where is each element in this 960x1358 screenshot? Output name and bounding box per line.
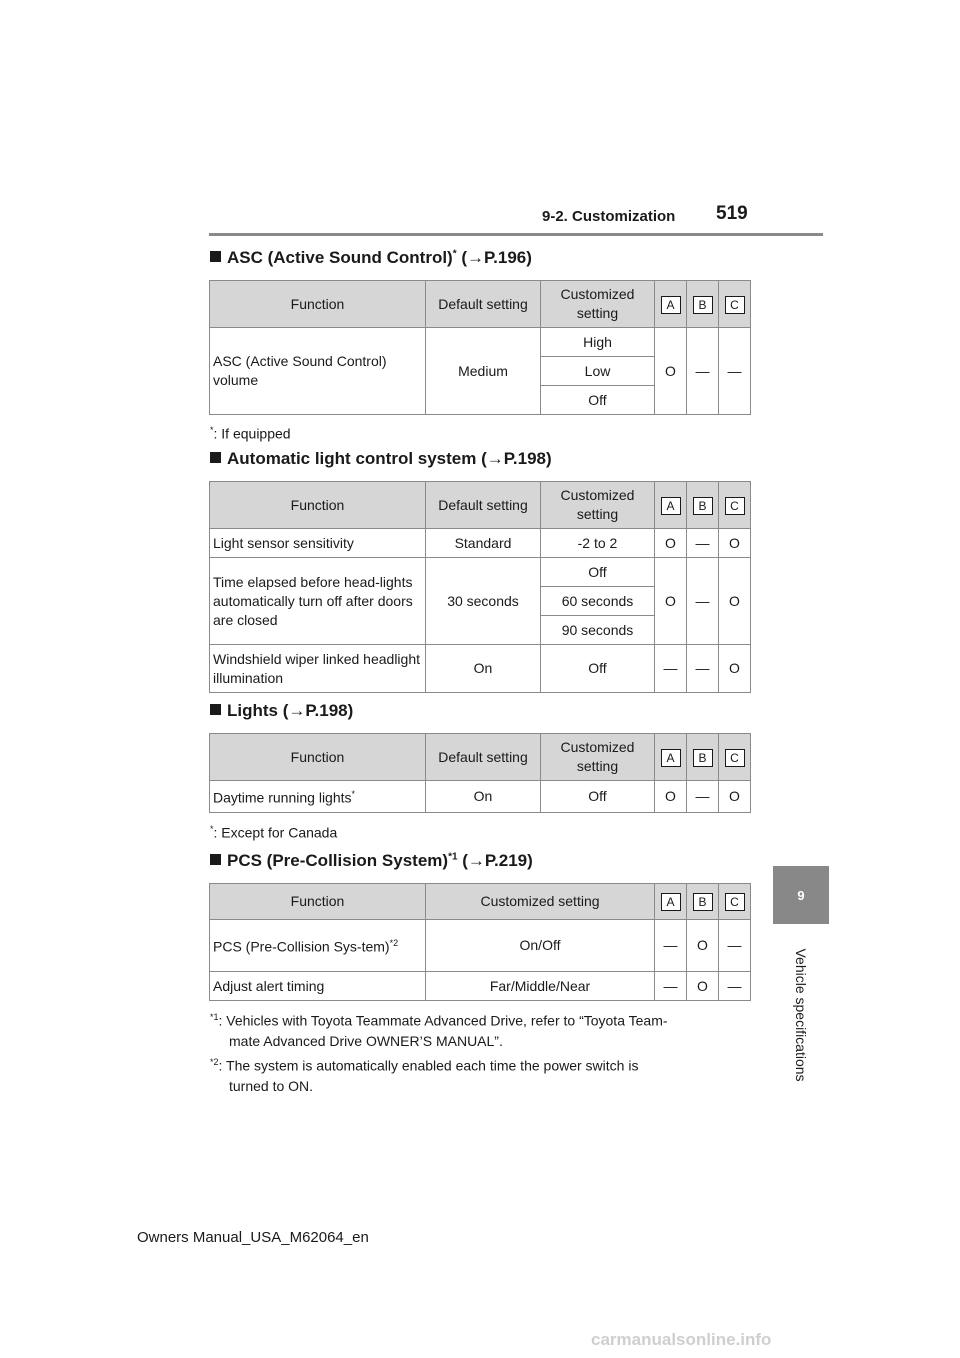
footnote-line — [210, 1007, 750, 1031]
cell-a: O — [655, 328, 687, 415]
asc-table — [209, 280, 751, 415]
footnote-mark: *1 — [210, 1012, 219, 1022]
cell-b: — — [687, 645, 719, 693]
square-bullet-icon — [210, 854, 221, 865]
column-a-label: A — [661, 893, 681, 911]
cell-c: O — [719, 529, 751, 558]
header-b — [687, 482, 719, 529]
cell-option: 90 seconds — [541, 616, 655, 645]
lights-heading — [210, 701, 353, 721]
cell-custom: Far/Middle/Near — [426, 972, 655, 1001]
header-c — [719, 884, 751, 920]
table-row — [210, 920, 751, 972]
pcs-title-sup: *1 — [448, 851, 458, 863]
table-row — [210, 529, 751, 558]
cell-c: — — [719, 328, 751, 415]
cell-function — [210, 781, 426, 813]
manual-footer: Owners Manual_USA_M62064_en — [137, 1229, 369, 1246]
footnote-text: : Vehicles with Toyota Teammate Advanced Drive, refer to “Toyota Team- — [218, 1012, 668, 1029]
header-b — [687, 734, 719, 781]
footnote-line: mate Advanced Drive OWNER’S MANUAL”. — [229, 1032, 503, 1049]
pcs-ref: (→P.219) — [457, 851, 533, 870]
cell-b: O — [687, 920, 719, 972]
header-a — [655, 281, 687, 328]
header-a — [655, 482, 687, 529]
column-a-label: A — [661, 296, 681, 314]
cell-custom: On/Off — [426, 920, 655, 972]
column-b-label: B — [693, 749, 713, 767]
cell-c: O — [719, 781, 751, 813]
auto-light-heading — [210, 449, 552, 469]
cell-c: O — [719, 558, 751, 645]
table-row — [210, 558, 751, 587]
header-function: Function — [210, 482, 426, 529]
column-c-label: C — [725, 296, 745, 314]
cell-function-text: PCS (Pre-Collision Sys-tem) — [213, 938, 390, 955]
cell-function: Light sensor sensitivity — [210, 529, 426, 558]
asc-title-sup: * — [452, 248, 457, 260]
header-default: Default setting — [426, 482, 541, 529]
column-a-label: A — [661, 497, 681, 515]
header-b — [687, 884, 719, 920]
lights-ref: (→P.198) — [278, 701, 354, 720]
square-bullet-icon — [210, 452, 221, 463]
cell-b: — — [687, 781, 719, 813]
chapter-number: 9 — [797, 887, 805, 903]
cell-default: Medium — [426, 328, 541, 415]
pcs-title: PCS (Pre-Collision System) — [227, 851, 449, 870]
lights-footnote — [210, 819, 750, 843]
cell-option: Off — [541, 558, 655, 587]
cell-function: Time elapsed before head-lights automatically turn off after doors are closed — [210, 558, 426, 645]
footnote-text: : If equipped — [213, 425, 291, 442]
cell-function: ASC (Active Sound Control) volume — [210, 328, 426, 415]
table-header-row — [210, 281, 751, 328]
footnote-line — [210, 1052, 750, 1076]
cell-default: Standard — [426, 529, 541, 558]
header-function: Function — [210, 884, 426, 920]
table-row — [210, 972, 751, 1001]
cell-c: — — [719, 972, 751, 1001]
footnote-text: : The system is automatically enabled each time the power switch is — [218, 1057, 639, 1074]
cell-option: Off — [541, 386, 655, 415]
cell-c: O — [719, 645, 751, 693]
chapter-tab — [773, 866, 829, 924]
header-custom: Customized setting — [426, 884, 655, 920]
cell-b: — — [687, 529, 719, 558]
cell-a: O — [655, 558, 687, 645]
pcs-footnote-2 — [210, 1052, 750, 1096]
cell-function-sup: *2 — [389, 938, 399, 949]
cell-a: — — [655, 972, 687, 1001]
cell-a: — — [655, 920, 687, 972]
footnote-mark: * — [210, 425, 214, 435]
auto-light-ref: (→P.198) — [476, 449, 552, 468]
cell-option: Low — [541, 357, 655, 386]
pcs-footnote-1 — [210, 1007, 750, 1051]
cell-function — [210, 920, 426, 972]
column-a-label: A — [661, 749, 681, 767]
table-row — [210, 781, 751, 813]
header-c — [719, 482, 751, 529]
square-bullet-icon — [210, 704, 221, 715]
column-b-label: B — [693, 893, 713, 911]
cell-custom: Off — [541, 645, 655, 693]
header-custom: Customized setting — [541, 734, 655, 781]
cell-custom: -2 to 2 — [541, 529, 655, 558]
asc-ref: (→P.196) — [456, 248, 532, 267]
table-row — [210, 328, 751, 357]
cell-c: — — [719, 920, 751, 972]
cell-function-sup: * — [351, 789, 356, 800]
table-row — [210, 645, 751, 693]
header-default: Default setting — [426, 734, 541, 781]
cell-option: High — [541, 328, 655, 357]
cell-function: Windshield wiper linked headlight illumination — [210, 645, 426, 693]
column-c-label: C — [725, 893, 745, 911]
cell-option: 60 seconds — [541, 587, 655, 616]
footnote-text: : Except for Canada — [213, 824, 338, 841]
auto-light-title: Automatic light control system — [227, 449, 477, 468]
header-a — [655, 884, 687, 920]
cell-b: — — [687, 328, 719, 415]
table-header-row — [210, 884, 751, 920]
header-function: Function — [210, 281, 426, 328]
pcs-table — [209, 883, 751, 1001]
cell-b: O — [687, 972, 719, 1001]
table-header-row — [210, 482, 751, 529]
watermark: carmanualsonline.info — [591, 1330, 772, 1349]
footnote-line: turned to ON. — [229, 1077, 314, 1094]
pcs-heading — [210, 851, 533, 871]
cell-default: 30 seconds — [426, 558, 541, 645]
column-c-label: C — [725, 497, 745, 515]
asc-footnote — [210, 420, 750, 444]
cell-a: — — [655, 645, 687, 693]
header-rule — [209, 233, 823, 236]
header-custom: Customized setting — [541, 281, 655, 328]
cell-function: Adjust alert timing — [210, 972, 426, 1001]
auto-light-table — [209, 481, 751, 693]
column-b-label: B — [693, 296, 713, 314]
page-number: 519 — [716, 203, 748, 224]
cell-default: On — [426, 781, 541, 813]
header-function: Function — [210, 734, 426, 781]
footnote-mark: *2 — [210, 1057, 219, 1067]
column-c-label: C — [725, 749, 745, 767]
asc-title: ASC (Active Sound Control) — [227, 248, 453, 267]
cell-a: O — [655, 781, 687, 813]
cell-b: — — [687, 558, 719, 645]
cell-default: On — [426, 645, 541, 693]
header-custom: Customized setting — [541, 482, 655, 529]
header-b — [687, 281, 719, 328]
header-c — [719, 734, 751, 781]
chapter-label: Vehicle specifications — [793, 948, 809, 1082]
column-b-label: B — [693, 497, 713, 515]
header-c — [719, 281, 751, 328]
section-header: 9-2. Customization — [542, 208, 676, 225]
asc-heading — [210, 248, 532, 268]
lights-title: Lights — [227, 701, 278, 720]
footnote-mark: * — [210, 824, 214, 834]
cell-function-text: Daytime running lights — [213, 789, 352, 806]
square-bullet-icon — [210, 251, 221, 262]
cell-custom: Off — [541, 781, 655, 813]
table-header-row — [210, 734, 751, 781]
header-default: Default setting — [426, 281, 541, 328]
lights-table — [209, 733, 751, 813]
cell-a: O — [655, 529, 687, 558]
header-a — [655, 734, 687, 781]
